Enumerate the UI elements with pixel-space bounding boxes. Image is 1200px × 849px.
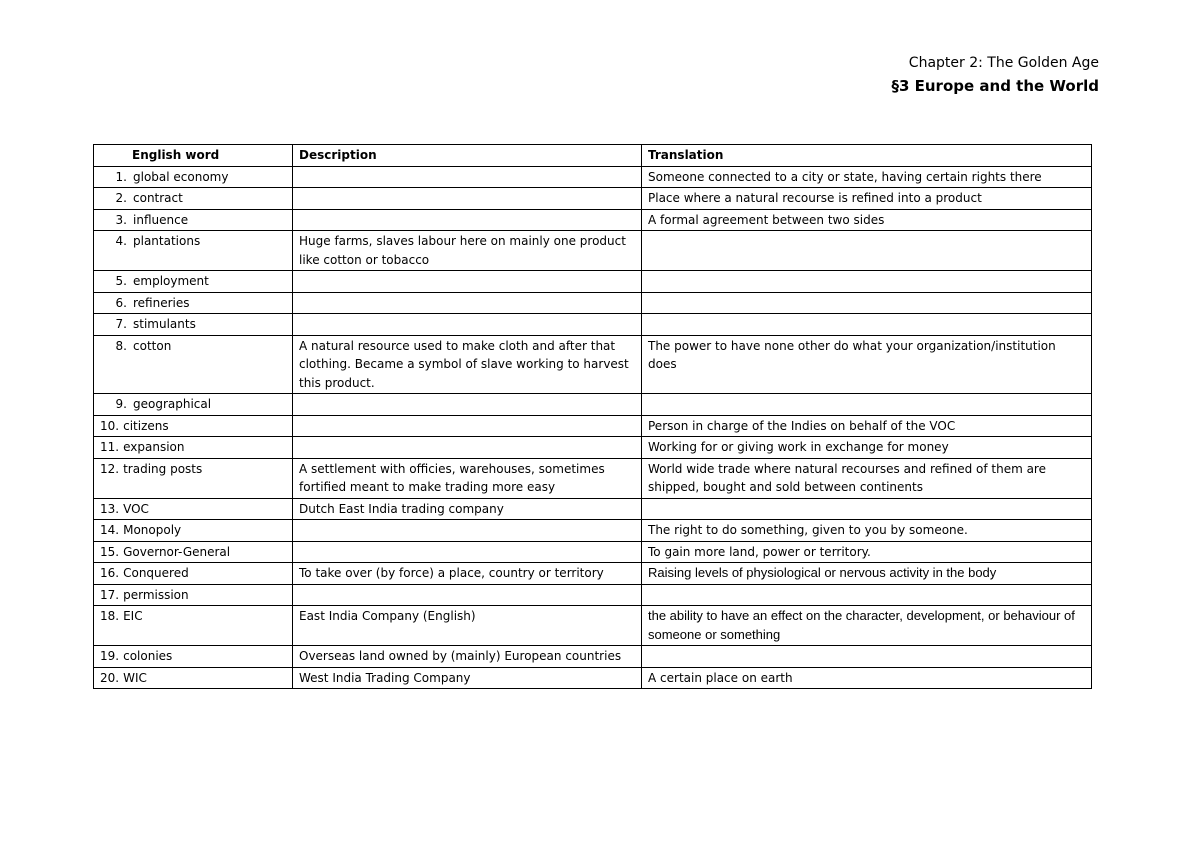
- description-cell: [293, 188, 642, 210]
- chapter-title: Chapter 2: The Golden Age: [908, 55, 1099, 71]
- english-word: citizens: [123, 418, 169, 433]
- translation-cell: [642, 271, 1092, 293]
- translation-cell: Raising levels of physiological or nervous activity in the body: [642, 563, 1092, 585]
- english-word: contract: [133, 191, 183, 205]
- translation-cell: Person in charge of the Indies on behalf of the VOC: [642, 415, 1092, 437]
- table-row: [94, 209, 1092, 231]
- description-cell: Dutch East India trading company: [293, 498, 642, 520]
- translation-cell: [642, 498, 1092, 520]
- english-word-cell: [94, 437, 293, 459]
- table-row: [94, 394, 1092, 416]
- table-row: [94, 606, 1092, 646]
- table-row: [94, 415, 1092, 437]
- english-word-cell: [94, 188, 293, 210]
- item-number: 8.: [115, 338, 127, 353]
- english-word: trading posts: [123, 461, 203, 476]
- table-row: [94, 292, 1092, 314]
- document-header: [891, 53, 1099, 98]
- item-number: 19.: [100, 649, 120, 663]
- english-word: refineries: [133, 295, 190, 310]
- english-word: colonies: [123, 649, 173, 663]
- english-word: cotton: [133, 338, 172, 353]
- description-cell: A settlement with officies, warehouses, sometimes fortified meant to make trading more easy: [293, 458, 642, 498]
- english-word: stimulants: [133, 317, 196, 331]
- description-cell: Huge farms, slaves labour here on mainly one product like cotton or tobacco: [293, 231, 642, 271]
- description-cell: Overseas land owned by (mainly) European countries: [293, 646, 642, 668]
- english-word-cell: [94, 166, 293, 188]
- table-row: [94, 437, 1092, 459]
- item-number: 1.: [115, 169, 127, 184]
- item-number: 3.: [115, 212, 127, 227]
- item-number: 18.: [100, 609, 120, 623]
- description-cell: [293, 437, 642, 459]
- english-word-cell: [94, 646, 293, 668]
- description-cell: [293, 541, 642, 563]
- english-word-cell: [94, 498, 293, 520]
- english-word: expansion: [123, 440, 185, 454]
- item-number: 7.: [115, 317, 127, 331]
- column-header-description: Description: [293, 145, 642, 167]
- vocabulary-table: [93, 144, 1092, 689]
- english-word: EIC: [123, 609, 143, 623]
- item-number: 15.: [100, 544, 120, 559]
- english-word: permission: [123, 587, 189, 602]
- english-word-cell: [94, 520, 293, 542]
- translation-cell: the ability to have an effect on the character, development, or behaviour of someone or something: [642, 606, 1092, 646]
- table-row: [94, 231, 1092, 271]
- description-cell: West India Trading Company: [293, 667, 642, 689]
- translation-cell: The power to have none other do what your organization/institution does: [642, 335, 1092, 394]
- item-number: 14.: [100, 523, 120, 537]
- english-word: global economy: [133, 169, 229, 184]
- description-cell: [293, 209, 642, 231]
- english-word: Conquered: [123, 566, 189, 580]
- english-word-cell: [94, 415, 293, 437]
- english-word-cell: [94, 563, 293, 585]
- translation-cell: [642, 394, 1092, 416]
- translation-cell: [642, 314, 1092, 336]
- translation-cell: Someone connected to a city or state, having certain rights there: [642, 166, 1092, 188]
- item-number: 9.: [115, 397, 127, 411]
- table-header-row: [94, 145, 1092, 167]
- description-cell: [293, 415, 642, 437]
- table-body: [94, 166, 1092, 689]
- english-word-cell: [94, 271, 293, 293]
- item-number: 13.: [100, 501, 120, 516]
- english-word: employment: [133, 274, 209, 288]
- english-word-cell: [94, 335, 293, 394]
- english-word: WIC: [123, 670, 147, 685]
- english-word: plantations: [133, 234, 201, 248]
- table-row: [94, 271, 1092, 293]
- table-row: [94, 314, 1092, 336]
- item-number: 17.: [100, 587, 120, 602]
- english-word: VOC: [123, 501, 149, 516]
- translation-cell: [642, 646, 1092, 668]
- translation-cell: Place where a natural recourse is refined into a product: [642, 188, 1092, 210]
- table-row: [94, 541, 1092, 563]
- translation-cell: To gain more land, power or territory.: [642, 541, 1092, 563]
- column-header-translation: Translation: [642, 145, 1092, 167]
- translation-cell: A certain place on earth: [642, 667, 1092, 689]
- description-cell: [293, 394, 642, 416]
- english-word-cell: [94, 667, 293, 689]
- column-header-english-word: English word: [94, 145, 293, 167]
- english-word: Monopoly: [123, 523, 182, 537]
- item-number: 11.: [100, 440, 120, 454]
- english-word-cell: [94, 292, 293, 314]
- table-row: [94, 520, 1092, 542]
- table-row: [94, 646, 1092, 668]
- table-row: [94, 335, 1092, 394]
- table-row: [94, 166, 1092, 188]
- english-word-cell: [94, 231, 293, 271]
- table-row: [94, 188, 1092, 210]
- english-word: influence: [133, 212, 189, 227]
- english-word-cell: [94, 209, 293, 231]
- english-word: Governor-General: [123, 544, 231, 559]
- item-number: 5.: [115, 274, 127, 288]
- description-cell: [293, 166, 642, 188]
- translation-cell: The right to do something, given to you by someone.: [642, 520, 1092, 542]
- table-row: [94, 584, 1092, 606]
- table-row: [94, 563, 1092, 585]
- translation-cell: A formal agreement between two sides: [642, 209, 1092, 231]
- english-word: geographical: [133, 397, 212, 411]
- description-cell: [293, 520, 642, 542]
- item-number: 6.: [115, 295, 127, 310]
- description-cell: [293, 584, 642, 606]
- table-row: [94, 458, 1092, 498]
- english-word-cell: [94, 314, 293, 336]
- description-cell: [293, 292, 642, 314]
- description-cell: [293, 314, 642, 336]
- description-cell: A natural resource used to make cloth and after that clothing. Became a symbol of slave working to harvest this product.: [293, 335, 642, 394]
- translation-cell: Working for or giving work in exchange for money: [642, 437, 1092, 459]
- description-cell: East India Company (English): [293, 606, 642, 646]
- translation-cell: World wide trade where natural recourses and refined of them are shipped, bought and sold between continents: [642, 458, 1092, 498]
- item-number: 2.: [115, 191, 127, 205]
- section-title: §3 Europe and the World: [891, 77, 1099, 95]
- description-cell: To take over (by force) a place, country or territory: [293, 563, 642, 585]
- table-row: [94, 667, 1092, 689]
- item-number: 12.: [100, 461, 120, 476]
- english-word-cell: [94, 394, 293, 416]
- item-number: 4.: [115, 234, 127, 248]
- item-number: 10.: [100, 418, 120, 433]
- table-row: [94, 498, 1092, 520]
- item-number: 20.: [100, 670, 120, 685]
- english-word-cell: [94, 458, 293, 498]
- english-word-cell: [94, 606, 293, 646]
- translation-cell: [642, 584, 1092, 606]
- description-cell: [293, 271, 642, 293]
- english-word-cell: [94, 541, 293, 563]
- translation-cell: [642, 292, 1092, 314]
- translation-cell: [642, 231, 1092, 271]
- item-number: 16.: [100, 566, 120, 580]
- english-word-cell: [94, 584, 293, 606]
